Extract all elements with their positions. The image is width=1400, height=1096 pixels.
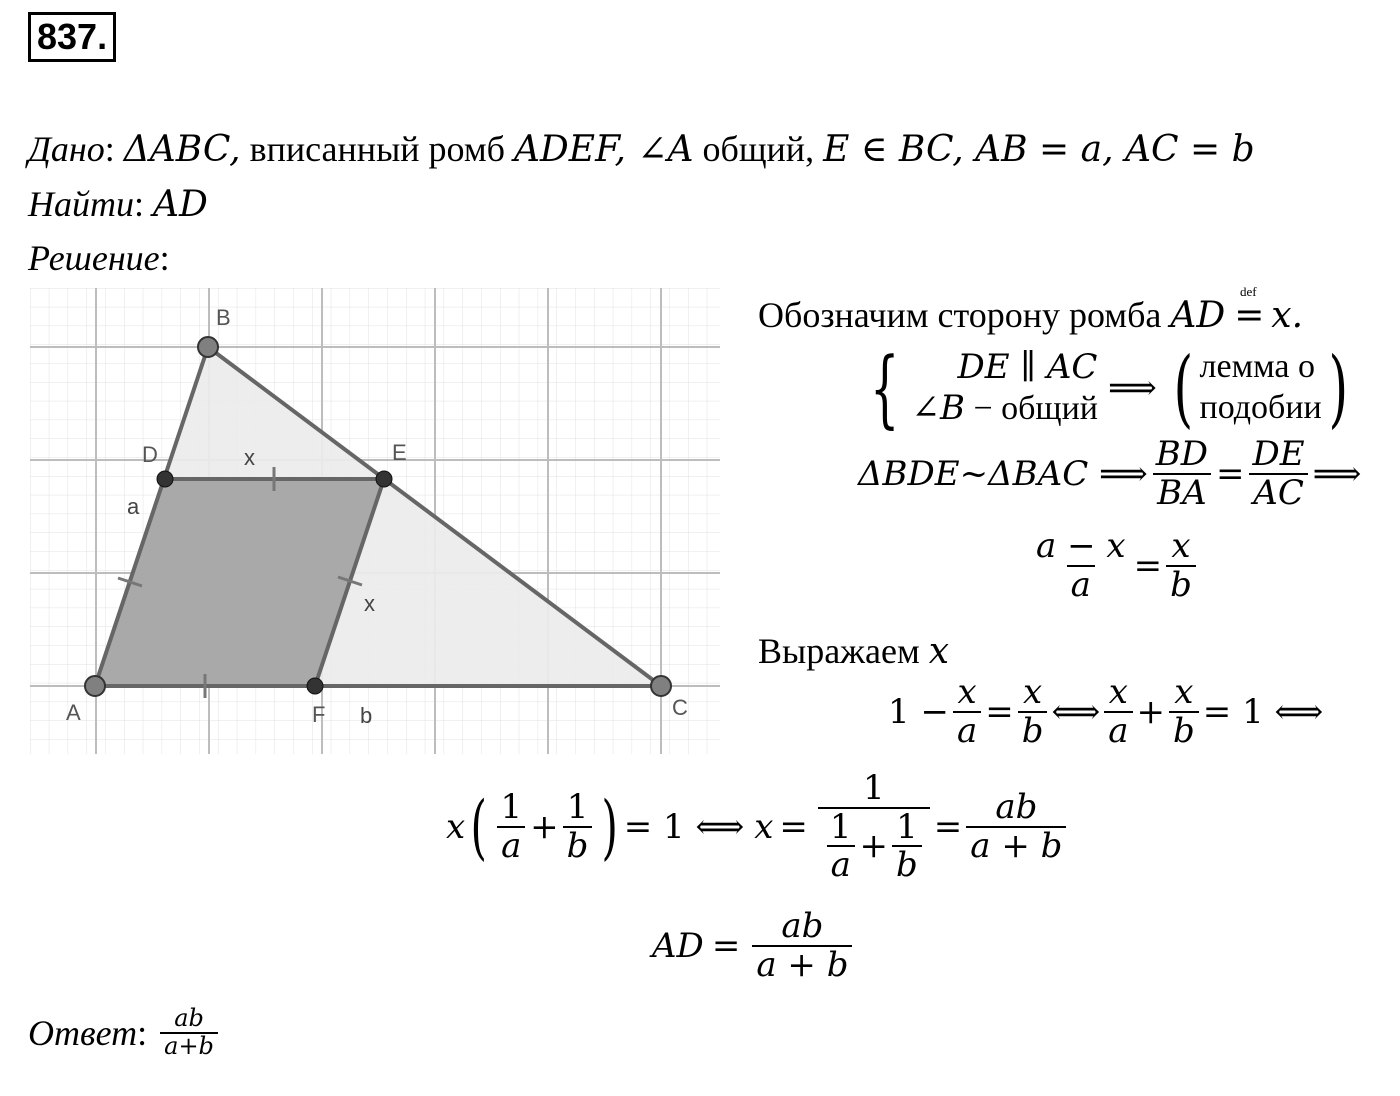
label-a: A	[66, 700, 81, 725]
answer-fraction: $\frac{ab}{a+b}$	[160, 1006, 218, 1060]
system-lines	[911, 347, 1098, 430]
frac-de-ac: $\frac{DE}{AC}$	[1249, 436, 1309, 511]
def-equals: def =	[1234, 284, 1265, 336]
solution-label: Решение	[28, 238, 160, 278]
def-label: def	[1239, 284, 1257, 299]
equation-4: x ( $\frac{1}{a}$ + $\frac{1}{b}$ ) = 1 ⟺ x = 1 $\frac{1}{a}$ + $\frac{1}{b}$ = $\frac{ab}{a + b}$	[446, 770, 1070, 884]
find-line: Найти: AD	[28, 184, 208, 225]
find-value: AD	[153, 184, 208, 225]
given-line: Дано: ΔABC, вписанный ромб ADEF, ∠A общий, E ∈ BC, AB = a, AC = b	[28, 129, 1255, 170]
right-paren: )	[1328, 339, 1348, 437]
system-block	[858, 340, 1355, 436]
system-line-2a: ∠B	[911, 387, 965, 428]
similarity-text: ΔBDE~ΔBAC ⟹	[858, 453, 1148, 494]
given-inscribed-text: вписанный ромб	[249, 129, 505, 169]
express-line	[758, 630, 949, 672]
left-brace: {	[870, 339, 900, 437]
lemma-lines	[1200, 347, 1322, 429]
label-e: E	[392, 440, 407, 465]
lemma-line-2: подобии	[1199, 389, 1322, 426]
equation-3: 1 − $\frac{x}{a}$ = $\frac{x}{b}$ ⟺ $\frac{x}{a}$ + $\frac{x}{b}$ = 1 ⟺	[888, 672, 1324, 751]
point-b	[198, 337, 218, 357]
given-conditions: E ∈ BC, AB = a, AC = b	[823, 129, 1255, 170]
geometry-diagram	[30, 288, 720, 754]
point-a	[85, 676, 105, 696]
given-rhombus: ADEF, ∠A	[513, 129, 694, 170]
express-text: Выражаем	[758, 631, 920, 671]
express-var: x	[928, 631, 950, 672]
lemma-line-1: лемма о	[1199, 348, 1315, 386]
label-b: B	[216, 305, 231, 330]
given-label: Дано	[28, 129, 105, 169]
point-d	[157, 471, 173, 487]
label-side-b: b	[360, 703, 373, 728]
given-triangle: ΔABC,	[123, 129, 241, 170]
label-f: F	[312, 702, 326, 727]
frac-x-b: $\frac{x}{b}$	[1166, 528, 1196, 603]
label-side-x-top: x	[244, 445, 255, 470]
complex-fraction: 1 $\frac{1}{a}$ + $\frac{1}{b}$	[818, 770, 930, 884]
denote-x: x.	[1271, 295, 1304, 336]
given-common-text: общий,	[702, 129, 815, 169]
answer-line: Ответ : $\frac{ab}{a+b}$	[28, 1006, 222, 1060]
frac-bd-ba: $\frac{BD}{BA}$	[1152, 436, 1212, 511]
answer-label: Ответ	[28, 1012, 138, 1053]
denote-ad: AD	[1170, 295, 1226, 336]
proportion-line: $\frac{a - x}{a}$ = $\frac{x}{b}$	[1028, 528, 1200, 603]
problem-number: 837.	[28, 12, 116, 62]
system-line-2b: − общий	[973, 389, 1098, 427]
left-paren: (	[1173, 339, 1193, 437]
point-f	[307, 678, 323, 694]
label-side-a: a	[127, 494, 140, 519]
point-e	[376, 471, 392, 487]
implies-2: ⟹	[1312, 453, 1362, 494]
label-d: D	[142, 442, 158, 467]
system-line-1: DE ∥ AC	[957, 346, 1098, 387]
denote-text: Обозначим сторону ромба	[758, 295, 1162, 335]
label-side-x-right: x	[364, 591, 375, 616]
label-c: C	[672, 695, 688, 720]
implies-1: ⟹	[1107, 368, 1157, 408]
frac-a-minus-x: $\frac{a - x}{a}$	[1036, 526, 1126, 605]
point-c	[651, 676, 671, 696]
solution-line: Решение:	[28, 238, 170, 278]
similarity-line: ΔBDE~ΔBAC ⟹ $\frac{BD}{BA}$ = $\frac{DE}{AC}$ ⟹	[858, 434, 1362, 513]
find-label: Найти	[28, 184, 134, 224]
denote-line	[758, 284, 1304, 336]
result-line: AD = $\frac{ab}{a + b}$	[652, 908, 856, 983]
eq3-one: 1 −	[888, 691, 949, 732]
